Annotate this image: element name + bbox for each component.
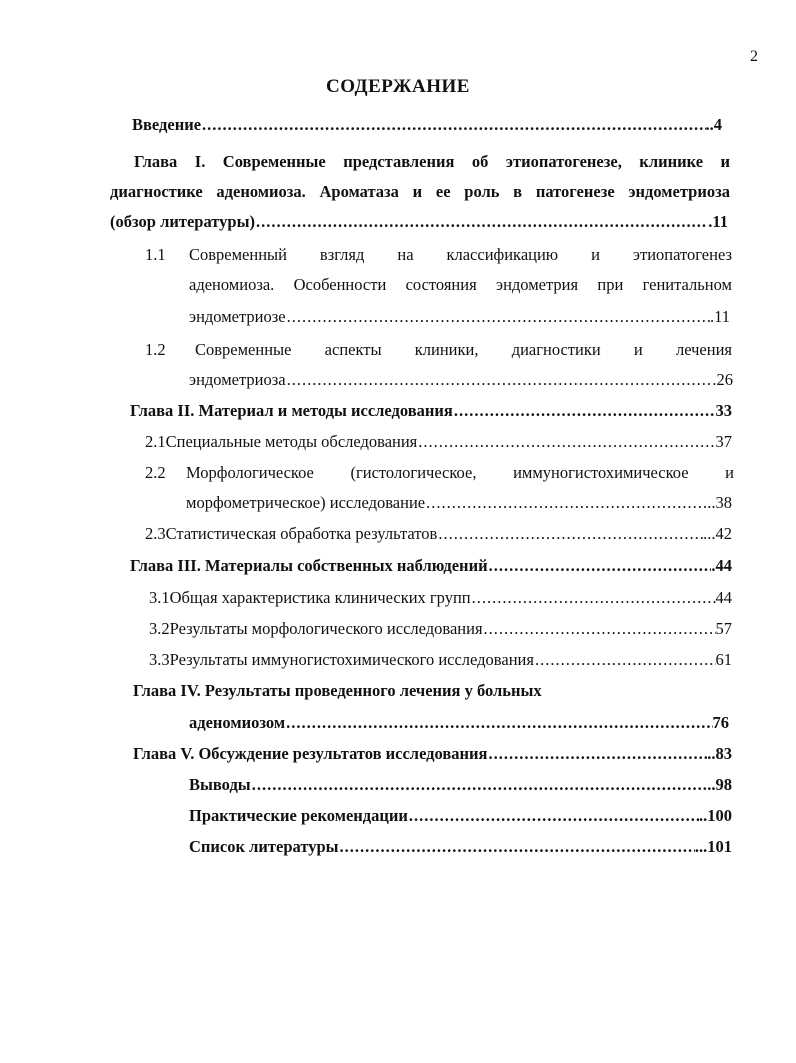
toc-page: 76 [712, 713, 729, 732]
toc-number: 2.2 [145, 463, 166, 482]
toc-section-2-2-line-2[interactable] [186, 493, 732, 513]
dot-leader [286, 307, 710, 327]
toc-number: 2.3 [145, 524, 166, 543]
dot-leader [417, 432, 715, 452]
dot-leader [201, 115, 705, 135]
toc-label: Глава II. Материал и методы исследования [130, 401, 453, 420]
page-number: 2 [750, 48, 758, 65]
toc-label: Специальные методы обследования [165, 432, 418, 451]
dot-leader [483, 619, 716, 639]
toc-label: аденомиозом [189, 713, 286, 732]
toc-section-2-1[interactable] [145, 432, 732, 452]
toc-section-1-2-line-2[interactable] [189, 370, 733, 390]
dot-leader [285, 713, 712, 733]
toc-label: эндометриоза [189, 370, 286, 389]
toc-page: ..38 [707, 493, 732, 512]
toc-section-3-3[interactable] [149, 650, 732, 670]
toc-label: Глава III. Материалы собственных наблюдений [130, 556, 488, 575]
dot-leader [339, 837, 695, 857]
toc-label: Современный взгляд на классификацию и этиопатогенез [189, 245, 732, 264]
toc-label: Результаты иммуногистохимического исследования [169, 650, 534, 669]
dot-leader [488, 556, 712, 576]
toc-page: 44 [715, 588, 732, 607]
dot-leader [255, 212, 708, 232]
toc-section-3-2[interactable] [149, 619, 732, 639]
toc-label: Морфологическое (гистологическое, иммуногистохимическое и [186, 463, 734, 482]
toc-page: 37 [715, 432, 732, 451]
dot-leader [408, 806, 699, 826]
toc-label: эндометриозе [189, 307, 286, 326]
toc-chapter-1-line-1[interactable] [134, 152, 730, 172]
toc-chapter-4-line-1[interactable] [133, 681, 633, 701]
toc-section-1-1-line-2[interactable] [189, 275, 732, 295]
toc-chapter-4-line-2[interactable] [189, 713, 729, 733]
toc-label: Общая характеристика клинических групп [169, 588, 471, 607]
toc-section-2-3[interactable] [145, 524, 732, 544]
toc-page: .11 [709, 307, 730, 326]
toc-label: Список литературы [189, 837, 339, 856]
toc-number: 3.1 [149, 588, 170, 607]
dot-leader [471, 588, 716, 608]
toc-references[interactable] [189, 837, 732, 857]
toc-number: 2.1 [145, 432, 166, 451]
toc-chapter-2[interactable] [130, 401, 732, 421]
toc-page: .11 [708, 212, 728, 231]
toc-page: ..4 [705, 115, 722, 134]
toc-page: ...42 [703, 524, 732, 543]
toc-page: 57 [715, 619, 732, 638]
toc-page: 33 [715, 401, 732, 420]
toc-number: 1.1 [145, 245, 166, 264]
toc-page: ..83 [707, 744, 732, 763]
toc-label: Глава I. Современные представления об этиопатогенезе, клинике и [134, 152, 730, 171]
toc-label: Результаты морфологического исследования [169, 619, 483, 638]
dot-leader [453, 401, 716, 421]
toc-chapter-3[interactable] [130, 556, 732, 576]
toc-label: (обзор литературы) [110, 212, 255, 231]
dot-leader [286, 370, 713, 390]
toc-label: Глава IV. Результаты проведенного лечения у больных [133, 681, 542, 700]
toc-number: 3.2 [149, 619, 170, 638]
toc-chapter-1-line-2[interactable] [110, 182, 730, 202]
dot-leader [251, 775, 708, 795]
toc-recommendations[interactable] [189, 806, 732, 826]
toc-label: Глава V. Обсуждение результатов исследования [133, 744, 488, 763]
toc-page: .44 [711, 556, 732, 575]
toc-chapter-1-line-3[interactable] [110, 212, 728, 232]
toc-label: Выводы [189, 775, 251, 794]
toc-section-1-1-line-3[interactable] [189, 307, 730, 327]
toc-section-2-2-line-1[interactable] [145, 463, 734, 483]
toc-label: Статистическая обработка результатов [165, 524, 438, 543]
toc-label: Практические рекомендации [189, 806, 408, 825]
toc-label: Введение [132, 115, 202, 134]
toc-page: 61 [715, 650, 732, 669]
toc-label: аденомиоза. Особенности состояния эндометрия при генитальном [189, 275, 732, 294]
toc-page: .26 [712, 370, 733, 389]
toc-number: 1.2 [145, 340, 166, 359]
toc-page: ..100 [699, 806, 732, 825]
toc-chapter-5[interactable] [133, 744, 732, 764]
dot-leader [437, 524, 703, 544]
toc-section-1-2-line-1[interactable] [145, 340, 732, 360]
toc-entry-intro[interactable] [132, 115, 722, 135]
toc-number: 3.3 [149, 650, 170, 669]
toc-conclusions[interactable] [189, 775, 732, 795]
dot-leader [487, 744, 707, 764]
toc-label: диагностике аденомиоза. Ароматаза и ее роль в патогенезе эндометриоза [110, 182, 730, 201]
toc-section-1-1-line-1[interactable] [145, 245, 732, 265]
dot-leader [425, 493, 707, 513]
toc-label: морфометрическое) исследование [186, 493, 426, 512]
toc-page: ...101 [694, 837, 732, 856]
toc-label: Современные аспекты клиники, диагностики и лечения [195, 340, 732, 359]
toc-page: ..98 [707, 775, 732, 794]
dot-leader [534, 650, 716, 670]
toc-section-3-1[interactable] [149, 588, 732, 608]
page-title: СОДЕРЖАНИЕ [326, 76, 470, 97]
